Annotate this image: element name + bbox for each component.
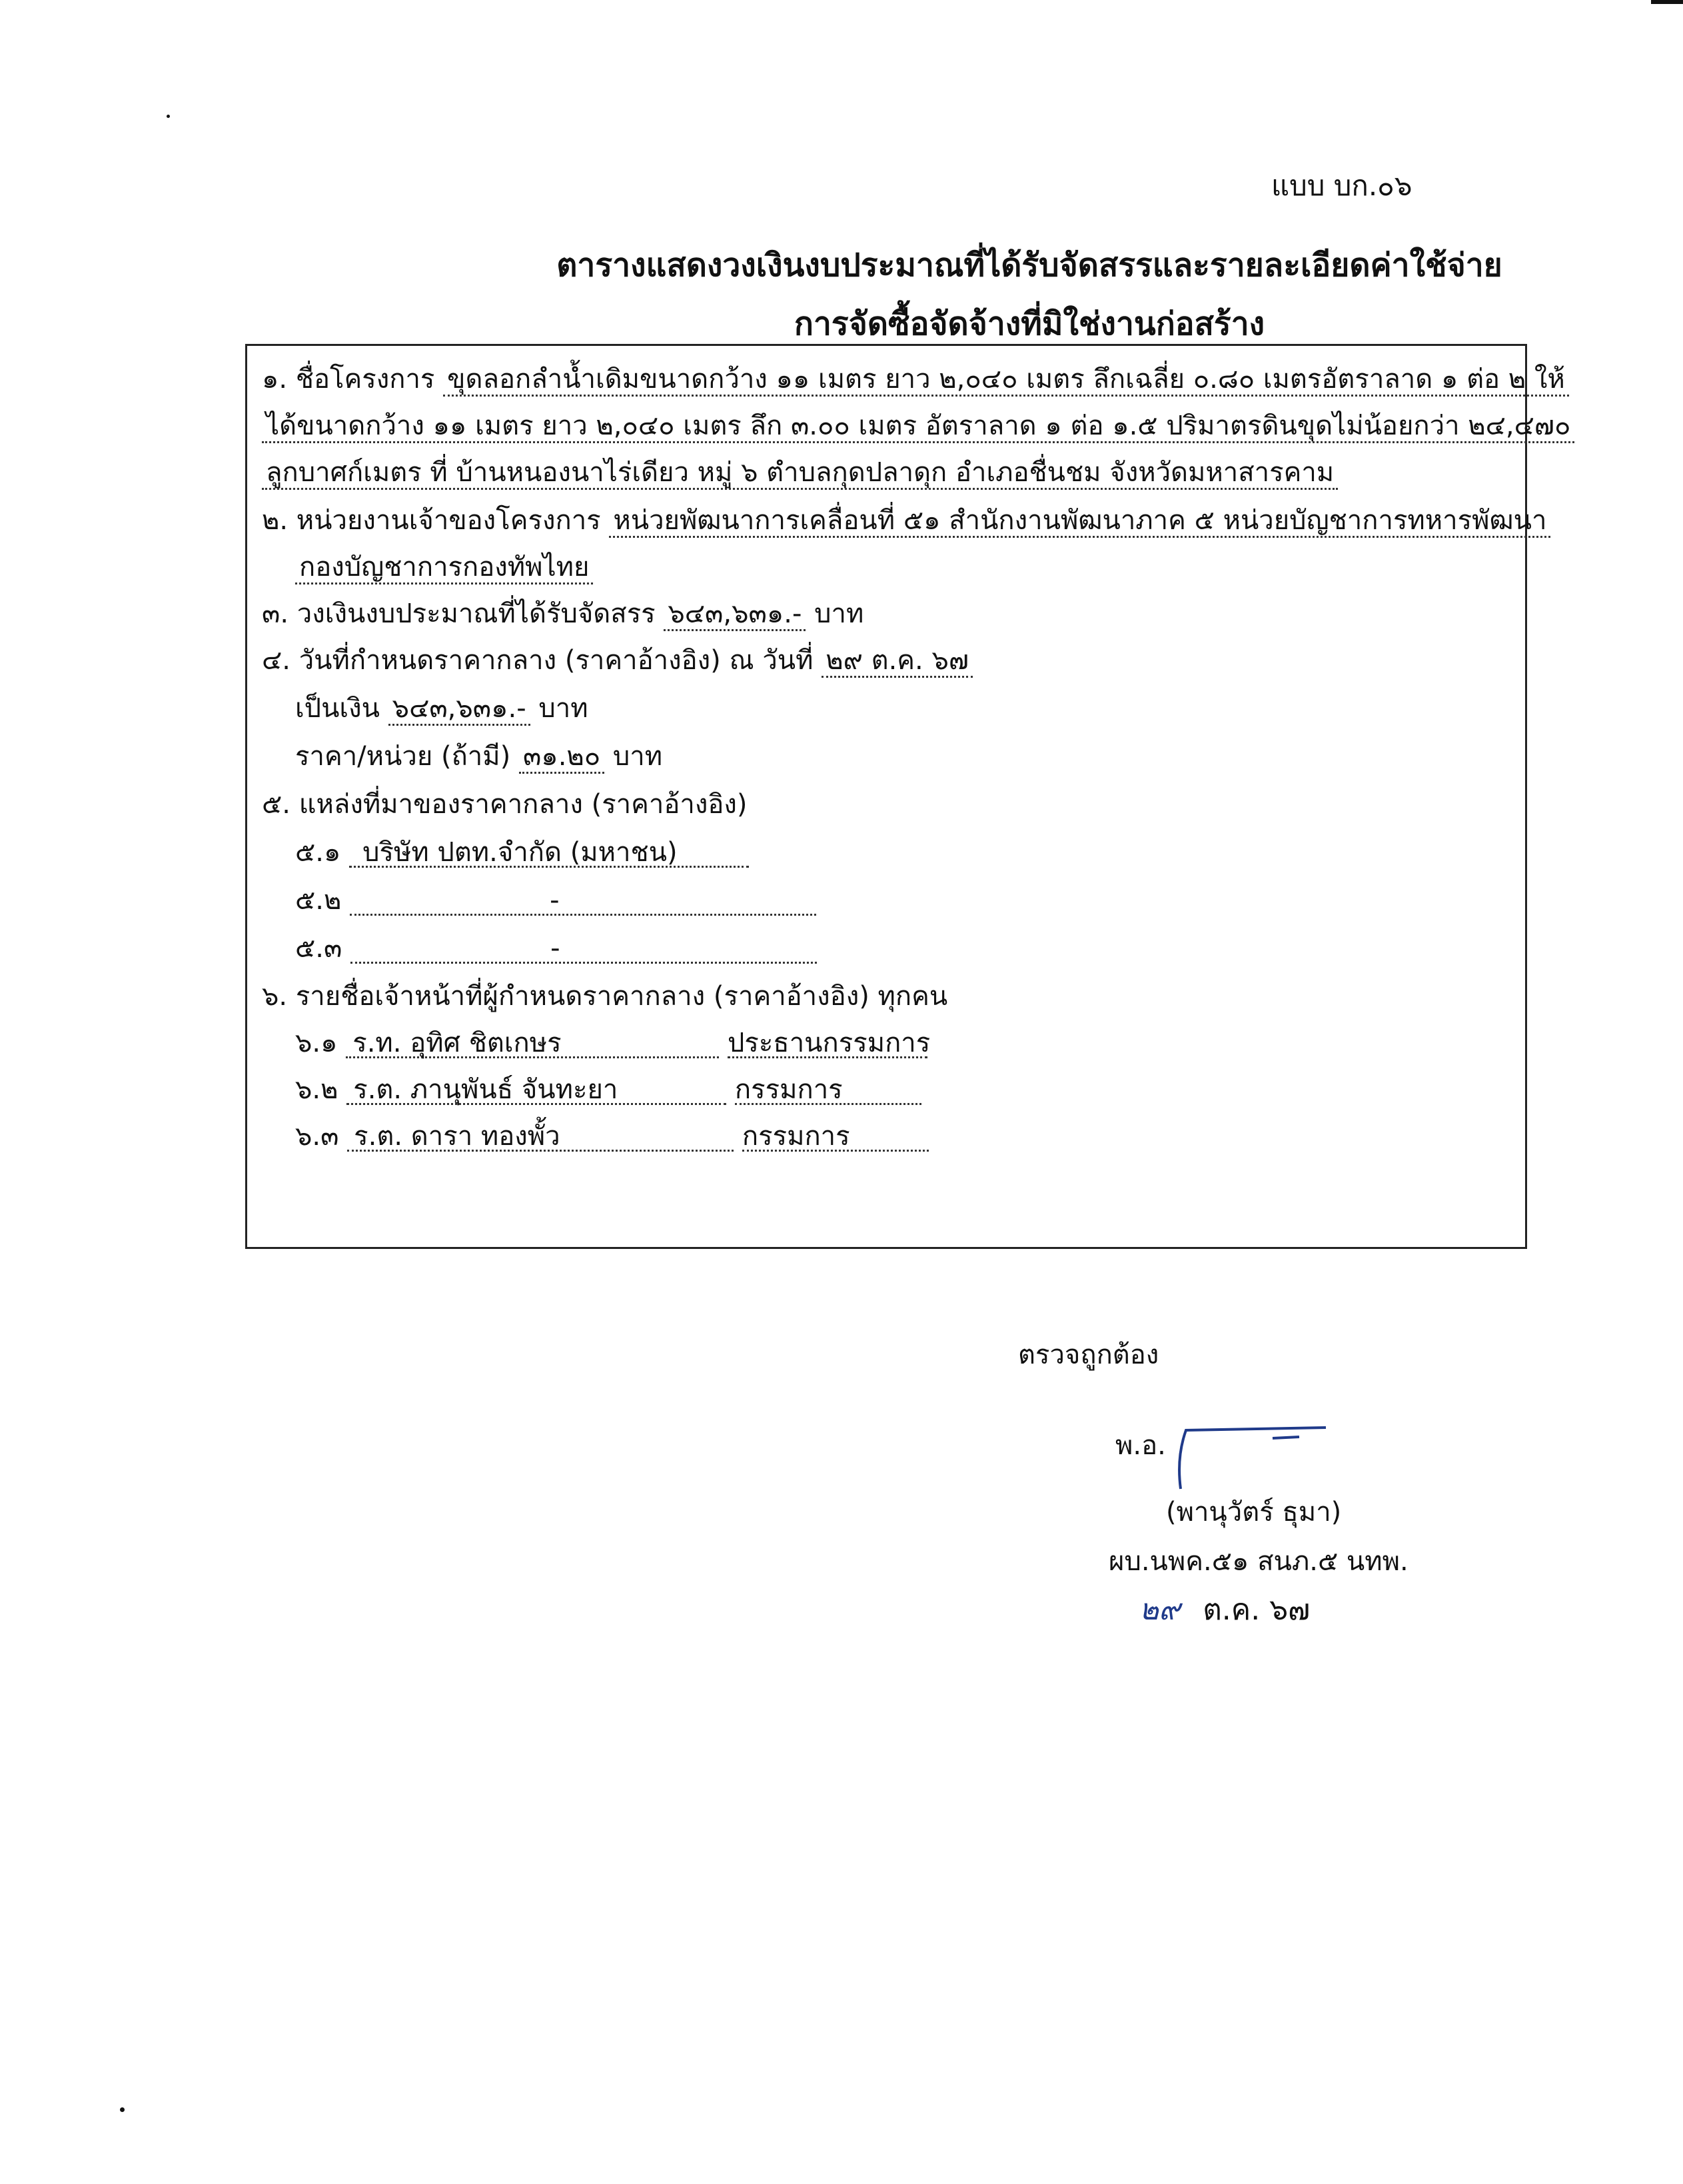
member-no: ๖.๓ <box>295 1121 339 1152</box>
document-title: ตารางแสดงวงเงินงบประมาณที่ได้รับจัดสรรและรายละเอียดค่าใช้จ่าย <box>556 247 1502 284</box>
item2-owner-2: กองบัญชาการกองทัพไทย <box>295 552 593 584</box>
member-role: กรรมการ <box>742 1121 850 1152</box>
item1-line2 <box>262 413 1574 439</box>
scan-dot <box>167 115 170 118</box>
document-subtitle: การจัดซื้อจัดจ้างที่มิใช่งานก่อสร้าง <box>794 305 1265 343</box>
item6-member-1 <box>295 1028 931 1058</box>
item4-amount-unit: บาท <box>538 693 588 724</box>
signer-rank: พ.อ. <box>1115 1430 1166 1461</box>
item2-line2 <box>295 554 593 580</box>
scan-dot <box>120 2107 125 2112</box>
item1-label: ๑. ชื่อโครงการ <box>262 364 435 395</box>
item1-project-name-1: ขุดลอกลำน้ำเดิมขนาดกว้าง ๑๑ เมตร ยาว ๒,๐๔๐ เมตร ลึกเฉลี่ย ๐.๘๐ เมตรอัตราลาด ๑ ต่อ ๒ ให้ <box>443 364 1569 397</box>
member-name: ร.ต. ดารา ทองพั้ว <box>354 1121 560 1152</box>
item4-line3 <box>295 743 662 770</box>
details-box <box>245 344 1571 1249</box>
item4-date: ๒๙ ต.ค. ๖๗ <box>822 645 973 678</box>
member-name: ร.ท. อุทิศ ชิตเกษร <box>352 1028 562 1058</box>
source-name: - <box>550 933 560 964</box>
item4-line1 <box>262 647 973 674</box>
item4-line2 <box>295 695 588 722</box>
item3-line <box>262 600 863 627</box>
item3-unit: บาท <box>814 598 864 629</box>
member-name: ร.ต. ภานุพันธ์ จันทะยา <box>353 1074 618 1105</box>
item6-label: ๖. รายชื่อเจ้าหน้าที่ผู้กำหนดราคากลาง (ราคาอ้างอิง) ทุกคน <box>262 981 948 1012</box>
item5-source-1 <box>295 839 749 868</box>
item4-unit-price-label: ราคา/หน่วย (ถ้ามี) <box>295 741 511 772</box>
signature-mark <box>1173 1422 1333 1496</box>
form-code: แบบ บก.๐๖ <box>1271 169 1412 202</box>
sign-month-year: ต.ค. ๖๗ <box>1203 1593 1311 1627</box>
item4-unit-price: ๓๑.๒๐ <box>519 741 604 774</box>
item3-label: ๓. วงเงินงบประมาณที่ได้รับจัดสรร <box>262 598 656 629</box>
signer-name: (พานุวัตร์ ธุมา) <box>1166 1497 1342 1528</box>
item3-budget-value: ๖๔๓,๖๓๑.- <box>664 598 806 631</box>
member-role: ประธานกรรมการ <box>727 1028 931 1058</box>
item4-amount-label: เป็นเงิน <box>295 693 380 724</box>
member-no: ๖.๑ <box>295 1028 338 1058</box>
item5-source-3 <box>295 935 817 964</box>
item1-project-name-2: ได้ขนาดกว้าง ๑๑ เมตร ยาว ๒,๐๔๐ เมตร ลึก ๓.๐๐ เมตร อัตราลาด ๑ ต่อ ๑.๕ ปริมาตรดินขุดไม่น้อยกว่า ๒๔,๔๗๐ <box>262 411 1574 443</box>
source-name: บริษัท ปตท.จำกัด (มหาชน) <box>362 837 678 868</box>
item1-project-name-3: ลูกบาศก์เมตร ที่ บ้านหนองนาไร่เดียว หมู่ ๖ ตำบลกุดปลาดุก อำเภอชื่นชม จังหวัดมหาสารคาม <box>262 457 1338 490</box>
sign-day: ๒๙ <box>1139 1593 1181 1627</box>
item4-unit-price-unit: บาท <box>612 741 663 772</box>
item5-label: ๕. แหล่งที่มาของราคากลาง (ราคาอ้างอิง) <box>262 789 748 820</box>
item2-line1 <box>262 507 1550 534</box>
item2-label: ๒. หน่วยงานเจ้าของโครงการ <box>262 505 601 536</box>
source-no: ๕.๓ <box>295 933 342 964</box>
source-name: - <box>550 885 560 916</box>
scan-edge <box>1651 0 1683 4</box>
item6-member-3 <box>295 1123 929 1152</box>
item4-amount: ๖๔๓,๖๓๑.- <box>388 693 530 726</box>
source-no: ๕.๒ <box>295 885 342 916</box>
member-no: ๖.๒ <box>295 1074 338 1105</box>
item1-line1 <box>262 366 1569 393</box>
item4-label: ๔. วันที่กำหนดราคากลาง (ราคาอ้างอิง) ณ วันที่ <box>262 645 814 676</box>
sign-date <box>1139 1586 1310 1633</box>
verified-text: ตรวจถูกต้อง <box>1018 1340 1159 1370</box>
item6-member-2 <box>295 1076 921 1105</box>
source-no: ๕.๑ <box>295 837 341 868</box>
member-role: กรรมการ <box>734 1074 843 1105</box>
item1-line3 <box>262 459 1338 486</box>
item5-source-2 <box>295 887 816 916</box>
signer-position: ผบ.นพค.๕๑ สนภ.๕ นทพ. <box>1109 1546 1408 1577</box>
item2-owner-1: หน่วยพัฒนาการเคลื่อนที่ ๕๑ สำนักงานพัฒนาภาค ๕ หน่วยบัญชาการทหารพัฒนา <box>609 505 1550 538</box>
